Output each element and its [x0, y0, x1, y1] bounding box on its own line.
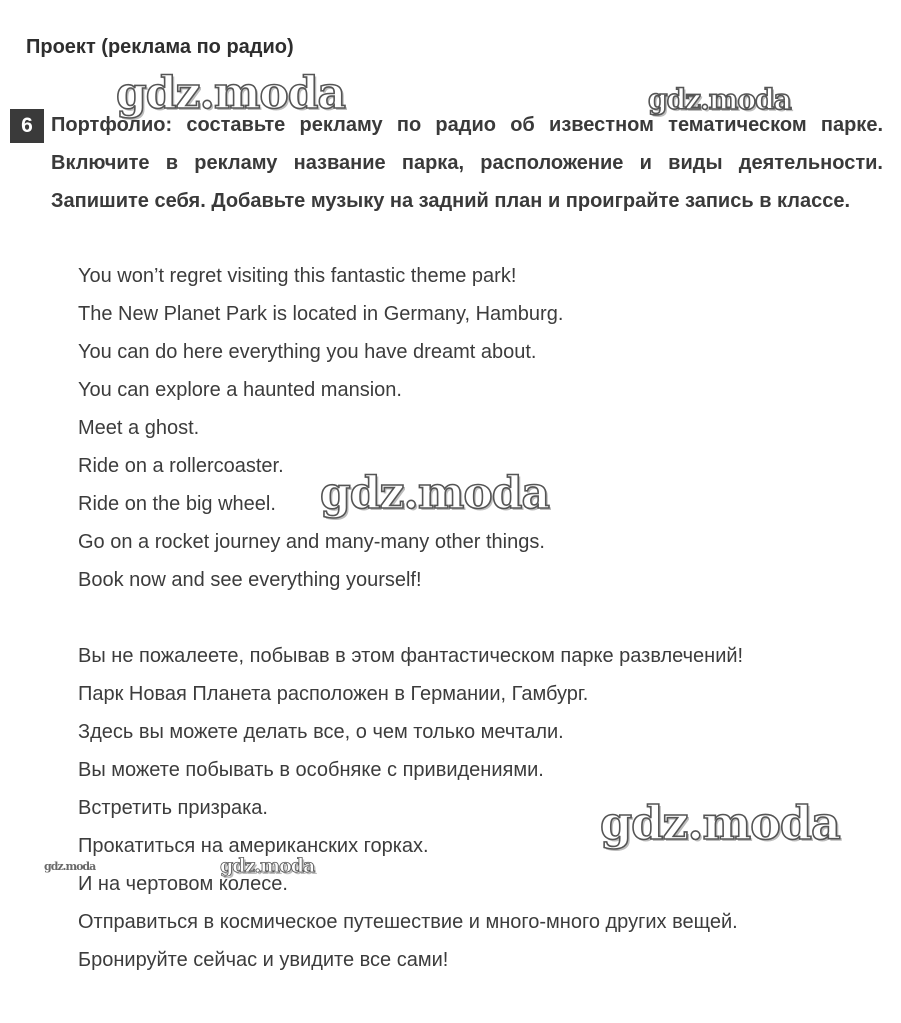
watermark: gdz.moda: [648, 83, 791, 116]
watermark: gdz.moda: [220, 855, 315, 877]
watermark: gdz.moda: [600, 796, 840, 850]
english-line: You can explore a haunted mansion.: [78, 379, 402, 401]
english-line: Go on a rocket journey and many-many other things.: [78, 531, 545, 553]
russian-line: Вы не пожалеете, побывав в этом фантастическом парке развлечений!: [78, 645, 744, 667]
russian-line: Вы можете побывать в особняке с привидениями.: [78, 759, 544, 781]
english-ad-text: [78, 257, 563, 599]
russian-line: И на чертовом колесе.: [78, 873, 288, 895]
watermark: gdz.moda: [320, 468, 550, 519]
russian-line: Парк Новая Планета расположен в Германии, Гамбург.: [78, 683, 589, 705]
russian-ad-text: [78, 637, 743, 979]
english-line: You can do here everything you have dreamt about.: [78, 341, 537, 363]
task-number-badge: 6: [10, 109, 44, 143]
section-title: Проект (реклама по радио): [26, 36, 294, 58]
english-line: Meet a ghost.: [78, 417, 200, 439]
english-line: Book now and see everything yourself!: [78, 569, 422, 591]
english-line: Ride on a rollercoaster.: [78, 455, 284, 477]
russian-line: Здесь вы можете делать все, о чем только мечтали.: [78, 721, 564, 743]
watermark: gdz.moda: [44, 860, 96, 873]
russian-line: Прокатиться на американских горках.: [78, 835, 429, 857]
english-line: You won’t regret visiting this fantastic theme park!: [78, 265, 517, 287]
watermark: gdz.moda: [116, 68, 346, 119]
english-line: Ride on the big wheel.: [78, 493, 276, 515]
russian-line: Бронируйте сейчас и увидите все сами!: [78, 949, 449, 971]
task-instructions: Портфолио: составьте рекламу по радио об известном тематическом парке. Включите в рекламу название парка, расположение и виды деятельности. Запишите себя. Добавьте музыку на задний план и проиграйте запись в классе.: [51, 114, 883, 212]
english-line: The New Planet Park is located in Germany, Hamburg.: [78, 303, 564, 325]
russian-line: Встретить призрака.: [78, 797, 268, 819]
russian-line: Отправиться в космическое путешествие и много-много других вещей.: [78, 911, 738, 933]
